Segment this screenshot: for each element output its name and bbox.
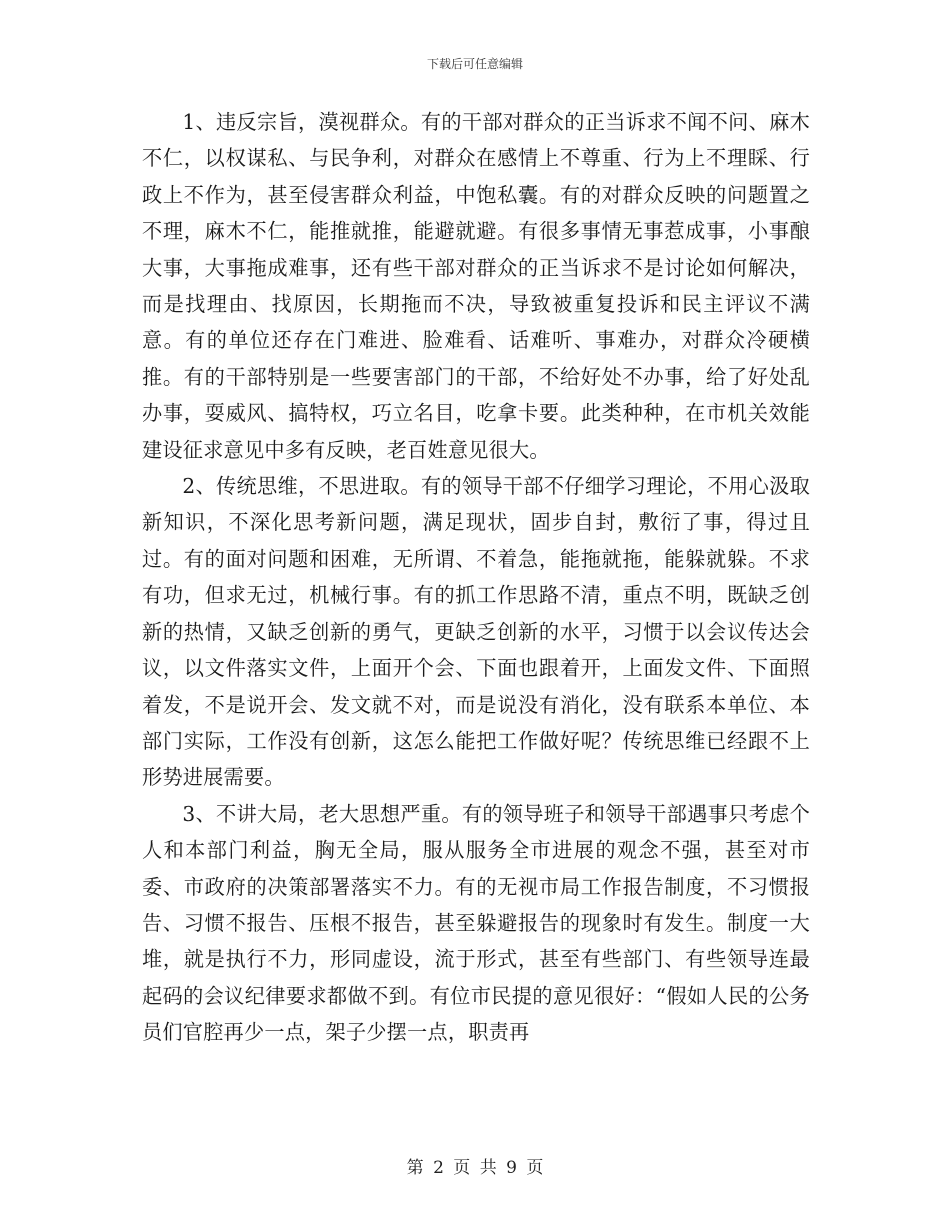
paragraph-1: 1、违反宗旨，漠视群众。有的干部对群众的正当诉求不闻不问、麻木不仁，以权谋私、与民争利，对群众在感情上不尊重、行为上不理睬、行政上不作为，甚至侵害群众利益，中饱私囊。有的对群众反映的问题置之不理，麻木不仁，能推就推，能避就避。有很多事情无事惹成事，小事酿大事，大事拖成难事，还有些干部对群众的正当诉求不是讨论如何解决，而是找理由、找原因，长期拖而不决，导致被重复投诉和民主评议不满意。有的单位还存在门难进、脸难看、话难听、事难办，对群众冷硬横推。有的干部特别是一些要害部门的干部，不给好处不办事，给了好处乱办事，耍威风、搞特权，巧立名目，吃拿卡要。此类种种，在市机关效能建设征求意见中多有反映，老百姓意见很大。	[142, 110, 810, 462]
page-footer: 第 2 页 共 9 页	[406, 1158, 544, 1178]
paragraph-3: 3、不讲大局，老大思想严重。有的领导班子和领导干部遇事只考虑个人和本部门利益，胸无全局，服从服务全市进展的观念不强，甚至对市委、市政府的决策部署落实不力。有的无视市局工作报告制度，不习惯报告、习惯不报告、压根不报告，甚至躲避报告的现象时有发生。制度一大堆，就是执行不力，形同虚设，流于形式，甚至有些部门、有些领导连最起码的会议纪律要求都做不到。有位市民提的意见很好：“假如人民的公务员们官腔再少一点，架子少摆一点，职责再	[142, 801, 810, 1045]
document-body	[142, 104, 810, 1051]
page-header: 下载后可任意编辑	[426, 57, 523, 71]
paragraph-2: 2、传统思维，不思进取。有的领导干部不仔细学习理论，不用心汲取新知识，不深化思考新问题，满足现状，固步自封，敷衍了事，得过且过。有的面对问题和困难，无所谓、不着急，能拖就拖，能躲就躲。不求有功，但求无过，机械行事。有的抓工作思路不清，重点不明，既缺乏创新的热情，又缺乏创新的勇气，更缺乏创新的水平，习惯于以会议传达会议，以文件落实文件，上面开个会、下面也跟着开，上面发文件、下面照着发，不是说开会、发文就不对，而是说没有消化，没有联系本单位、本部门实际，工作没有创新，这怎么能把工作做好呢？传统思维已经跟不上形势进展需要。	[142, 474, 810, 790]
